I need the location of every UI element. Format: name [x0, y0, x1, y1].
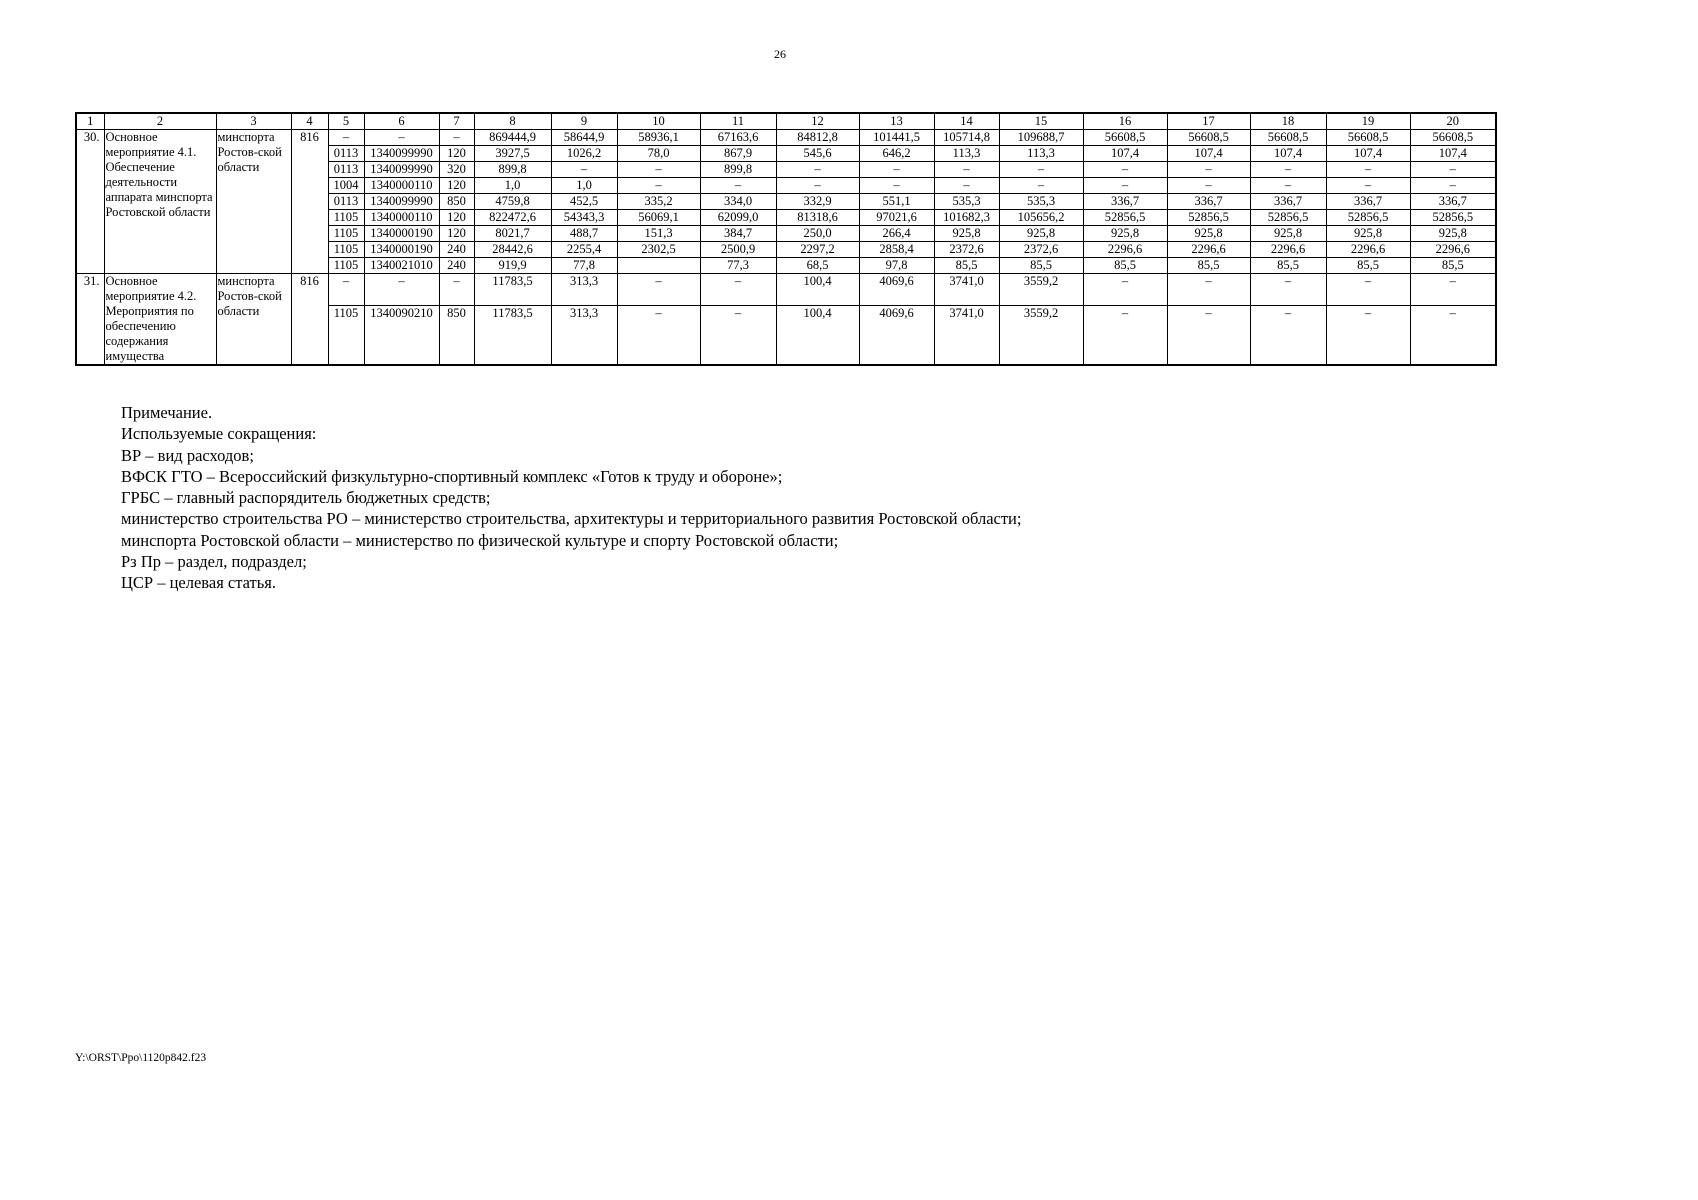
table-cell: 452,5: [551, 194, 617, 210]
grbs-code: 816: [291, 130, 328, 274]
table-cell: –: [999, 162, 1083, 178]
activity-name: Основное мероприятие 4.1. Обеспечение деятельности аппарата минспорта Ростовской области: [104, 130, 216, 274]
table-cell: 107,4: [1326, 146, 1410, 162]
table-cell: –: [1083, 306, 1167, 365]
table-cell: –: [1326, 306, 1410, 365]
table-cell: –: [1167, 274, 1250, 306]
table-cell: 551,1: [859, 194, 934, 210]
table-cell: 336,7: [1250, 194, 1326, 210]
table-cell: –: [364, 130, 439, 146]
table-cell: 545,6: [776, 146, 859, 162]
column-number: 9: [551, 113, 617, 130]
table-cell: 3559,2: [999, 306, 1083, 365]
table-cell: 52856,5: [1250, 210, 1326, 226]
table-cell: 899,8: [474, 162, 551, 178]
table-cell: 320: [439, 162, 474, 178]
table-cell: 1340000110: [364, 178, 439, 194]
table-cell: 2372,6: [934, 242, 999, 258]
table-cell: 1026,2: [551, 146, 617, 162]
column-number: 2: [104, 113, 216, 130]
table-cell: 68,5: [776, 258, 859, 274]
table-cell: 97021,6: [859, 210, 934, 226]
table-cell: –: [934, 162, 999, 178]
table-cell: –: [1167, 306, 1250, 365]
table-cell: 925,8: [1410, 226, 1496, 242]
table-cell: 336,7: [1083, 194, 1167, 210]
table-cell: –: [1326, 178, 1410, 194]
note-line: ВФСК ГТО – Всероссийский физкультурно-спортивный комплекс «Готов к труду и обороне»;: [121, 466, 783, 486]
table-cell: 2255,4: [551, 242, 617, 258]
table-cell: 334,0: [700, 194, 776, 210]
table-cell: –: [1326, 274, 1410, 306]
table-cell: 85,5: [1410, 258, 1496, 274]
column-number: 19: [1326, 113, 1410, 130]
table-cell: 332,9: [776, 194, 859, 210]
page-number: 26: [774, 47, 786, 61]
column-number: 6: [364, 113, 439, 130]
executor: минспорта Ростов-ской области: [216, 130, 291, 274]
table-cell: 85,5: [1250, 258, 1326, 274]
table-cell: –: [617, 178, 700, 194]
table-cell: 1105: [328, 226, 364, 242]
table-cell: 384,7: [700, 226, 776, 242]
table-cell: 56608,5: [1083, 130, 1167, 146]
table-cell: 4069,6: [859, 274, 934, 306]
table-cell: 107,4: [1083, 146, 1167, 162]
table-cell: 899,8: [700, 162, 776, 178]
table-cell: 0113: [328, 146, 364, 162]
table-cell: 58936,1: [617, 130, 700, 146]
table-cell: 335,2: [617, 194, 700, 210]
table-cell: 2858,4: [859, 242, 934, 258]
note-line: ЦСР – целевая статья.: [121, 573, 277, 593]
note-line: ГРБС – главный распорядитель бюджетных средств;: [121, 488, 491, 508]
table-cell: 1340021010: [364, 258, 439, 274]
table-cell: 313,3: [551, 274, 617, 306]
budget-table: [75, 112, 1497, 366]
table-cell: 1105: [328, 210, 364, 226]
note-title: Примечание.: [121, 403, 213, 422]
note-line: Используемые сокращения:: [121, 424, 317, 444]
table-cell: 4069,6: [859, 306, 934, 365]
table-cell: –: [439, 130, 474, 146]
table-cell: 56608,5: [1326, 130, 1410, 146]
table-cell: 105714,8: [934, 130, 999, 146]
table-cell: 925,8: [999, 226, 1083, 242]
column-number: 20: [1410, 113, 1496, 130]
table-cell: 646,2: [859, 146, 934, 162]
table-cell: –: [1083, 162, 1167, 178]
table-row: [76, 274, 1496, 306]
table-cell: –: [1083, 274, 1167, 306]
table-cell: 867,9: [700, 146, 776, 162]
table-cell: 107,4: [1250, 146, 1326, 162]
table-cell: 28442,6: [474, 242, 551, 258]
table-cell: 240: [439, 242, 474, 258]
table-cell: 120: [439, 178, 474, 194]
row-number: 30.: [76, 130, 104, 274]
column-number: 17: [1167, 113, 1250, 130]
table-cell: 120: [439, 210, 474, 226]
table-cell: 535,3: [999, 194, 1083, 210]
table-cell: 101441,5: [859, 130, 934, 146]
table-cell: –: [1410, 274, 1496, 306]
table-cell: 2372,6: [999, 242, 1083, 258]
table-cell: 109688,7: [999, 130, 1083, 146]
column-number: 14: [934, 113, 999, 130]
table-cell: 54343,3: [551, 210, 617, 226]
column-number: 7: [439, 113, 474, 130]
table-cell: 3741,0: [934, 274, 999, 306]
table-cell: 1,0: [551, 178, 617, 194]
table-cell: 250,0: [776, 226, 859, 242]
table-row: [76, 130, 1496, 146]
table-header-row: [76, 113, 1496, 130]
table-cell: [617, 258, 700, 274]
table-cell: 925,8: [1167, 226, 1250, 242]
column-number: 13: [859, 113, 934, 130]
table-cell: 56608,5: [1250, 130, 1326, 146]
note-line: Рз Пр – раздел, подраздел;: [121, 552, 307, 572]
executor: минспорта Ростов-ской области: [216, 274, 291, 366]
table-cell: 107,4: [1167, 146, 1250, 162]
table-cell: 919,9: [474, 258, 551, 274]
table-cell: 2302,5: [617, 242, 700, 258]
note-line: минспорта Ростовской области – министерство по физической культуре и спорту Ростовской области;: [121, 530, 839, 550]
column-number: 18: [1250, 113, 1326, 130]
column-number: 3: [216, 113, 291, 130]
table-cell: 52856,5: [1083, 210, 1167, 226]
table-cell: 488,7: [551, 226, 617, 242]
table-cell: 85,5: [1083, 258, 1167, 274]
table-cell: –: [1250, 274, 1326, 306]
table-cell: 52856,5: [1167, 210, 1250, 226]
table-cell: 1340000190: [364, 242, 439, 258]
table-cell: 113,3: [999, 146, 1083, 162]
table-cell: 100,4: [776, 306, 859, 365]
table-cell: –: [328, 130, 364, 146]
file-path-footer: Y:\ORST\Ppo\1120p842.f23: [75, 1052, 207, 1064]
table-cell: 77,8: [551, 258, 617, 274]
table-cell: 113,3: [934, 146, 999, 162]
table-cell: –: [859, 162, 934, 178]
table-cell: 11783,5: [474, 306, 551, 365]
column-number: 4: [291, 113, 328, 130]
table-cell: –: [776, 162, 859, 178]
table-cell: 0113: [328, 194, 364, 210]
table-cell: 85,5: [1167, 258, 1250, 274]
table-cell: 1105: [328, 242, 364, 258]
grbs-code: 816: [291, 274, 328, 366]
table-cell: 56608,5: [1167, 130, 1250, 146]
table-cell: 1340099990: [364, 194, 439, 210]
table-cell: 67163,6: [700, 130, 776, 146]
table-cell: 62099,0: [700, 210, 776, 226]
table-cell: 3559,2: [999, 274, 1083, 306]
table-cell: –: [1083, 178, 1167, 194]
table-cell: 151,3: [617, 226, 700, 242]
table-cell: 925,8: [934, 226, 999, 242]
table-cell: 58644,9: [551, 130, 617, 146]
table-cell: –: [1250, 162, 1326, 178]
table-cell: 2296,6: [1250, 242, 1326, 258]
table-cell: 85,5: [999, 258, 1083, 274]
table-cell: 3927,5: [474, 146, 551, 162]
table-cell: 822472,6: [474, 210, 551, 226]
table-cell: 105656,2: [999, 210, 1083, 226]
table-cell: 240: [439, 258, 474, 274]
table-cell: 8021,7: [474, 226, 551, 242]
table-cell: –: [617, 162, 700, 178]
table-cell: –: [1167, 178, 1250, 194]
table-cell: –: [700, 178, 776, 194]
table-cell: 101682,3: [934, 210, 999, 226]
table-cell: 78,0: [617, 146, 700, 162]
column-number: 11: [700, 113, 776, 130]
table-cell: 2296,6: [1167, 242, 1250, 258]
table-cell: –: [1250, 178, 1326, 194]
table-cell: 850: [439, 194, 474, 210]
table-cell: 4759,8: [474, 194, 551, 210]
table-cell: –: [1250, 306, 1326, 365]
column-number: 12: [776, 113, 859, 130]
column-number: 16: [1083, 113, 1167, 130]
table-cell: –: [1326, 162, 1410, 178]
table-cell: 869444,9: [474, 130, 551, 146]
table-cell: 120: [439, 146, 474, 162]
activity-name: Основное мероприятие 4.2. Мероприятия по обеспечению содержания имущества: [104, 274, 216, 366]
column-number: 15: [999, 113, 1083, 130]
column-number: 8: [474, 113, 551, 130]
table-cell: 2296,6: [1326, 242, 1410, 258]
table-cell: –: [999, 178, 1083, 194]
table-cell: 56069,1: [617, 210, 700, 226]
table-cell: 925,8: [1326, 226, 1410, 242]
table-cell: 2296,6: [1410, 242, 1496, 258]
table-cell: 1,0: [474, 178, 551, 194]
table-cell: 1105: [328, 258, 364, 274]
column-number: 1: [76, 113, 104, 130]
table-cell: 313,3: [551, 306, 617, 365]
table-cell: –: [1410, 162, 1496, 178]
table-cell: –: [776, 178, 859, 194]
table-cell: –: [700, 306, 776, 365]
table-cell: –: [617, 306, 700, 365]
table-cell: –: [617, 274, 700, 306]
table-cell: 1004: [328, 178, 364, 194]
table-cell: 535,3: [934, 194, 999, 210]
table-cell: –: [1167, 162, 1250, 178]
row-number: 31.: [76, 274, 104, 366]
table-cell: 336,7: [1410, 194, 1496, 210]
table-cell: 1340000190: [364, 226, 439, 242]
table-cell: 84812,8: [776, 130, 859, 146]
table-cell: 2500,9: [700, 242, 776, 258]
table-cell: 85,5: [934, 258, 999, 274]
table-cell: 56608,5: [1410, 130, 1496, 146]
table-cell: 100,4: [776, 274, 859, 306]
table-cell: 85,5: [1326, 258, 1410, 274]
table-cell: 2296,6: [1083, 242, 1167, 258]
table-cell: 1105: [328, 306, 364, 365]
table-cell: 1340090210: [364, 306, 439, 365]
table-cell: 925,8: [1083, 226, 1167, 242]
table-cell: –: [328, 274, 364, 306]
table-cell: 1340099990: [364, 162, 439, 178]
notes-section: [121, 402, 1021, 594]
table-cell: 3741,0: [934, 306, 999, 365]
table-cell: –: [551, 162, 617, 178]
table-cell: –: [364, 274, 439, 306]
table-cell: 52856,5: [1410, 210, 1496, 226]
table-cell: 97,8: [859, 258, 934, 274]
table-cell: 77,3: [700, 258, 776, 274]
table-cell: 336,7: [1326, 194, 1410, 210]
table-cell: –: [934, 178, 999, 194]
table-cell: 52856,5: [1326, 210, 1410, 226]
table-cell: 266,4: [859, 226, 934, 242]
table-cell: 1340000110: [364, 210, 439, 226]
table-cell: 336,7: [1167, 194, 1250, 210]
table-cell: –: [859, 178, 934, 194]
table-cell: 107,4: [1410, 146, 1496, 162]
table-cell: –: [700, 274, 776, 306]
table-cell: –: [439, 274, 474, 306]
table-cell: 925,8: [1250, 226, 1326, 242]
table-cell: –: [1410, 178, 1496, 194]
table-cell: 1340099990: [364, 146, 439, 162]
table-cell: 81318,6: [776, 210, 859, 226]
table-cell: 0113: [328, 162, 364, 178]
table-cell: –: [1410, 306, 1496, 365]
table-cell: 850: [439, 306, 474, 365]
note-line: ВР – вид расходов;: [121, 445, 254, 465]
column-number: 5: [328, 113, 364, 130]
table-cell: 2297,2: [776, 242, 859, 258]
column-number: 10: [617, 113, 700, 130]
table-cell: 120: [439, 226, 474, 242]
note-line: министерство строительства РО – министерство строительства, архитектуры и территориального развития Ростовской области;: [121, 509, 1022, 529]
table-cell: 11783,5: [474, 274, 551, 306]
